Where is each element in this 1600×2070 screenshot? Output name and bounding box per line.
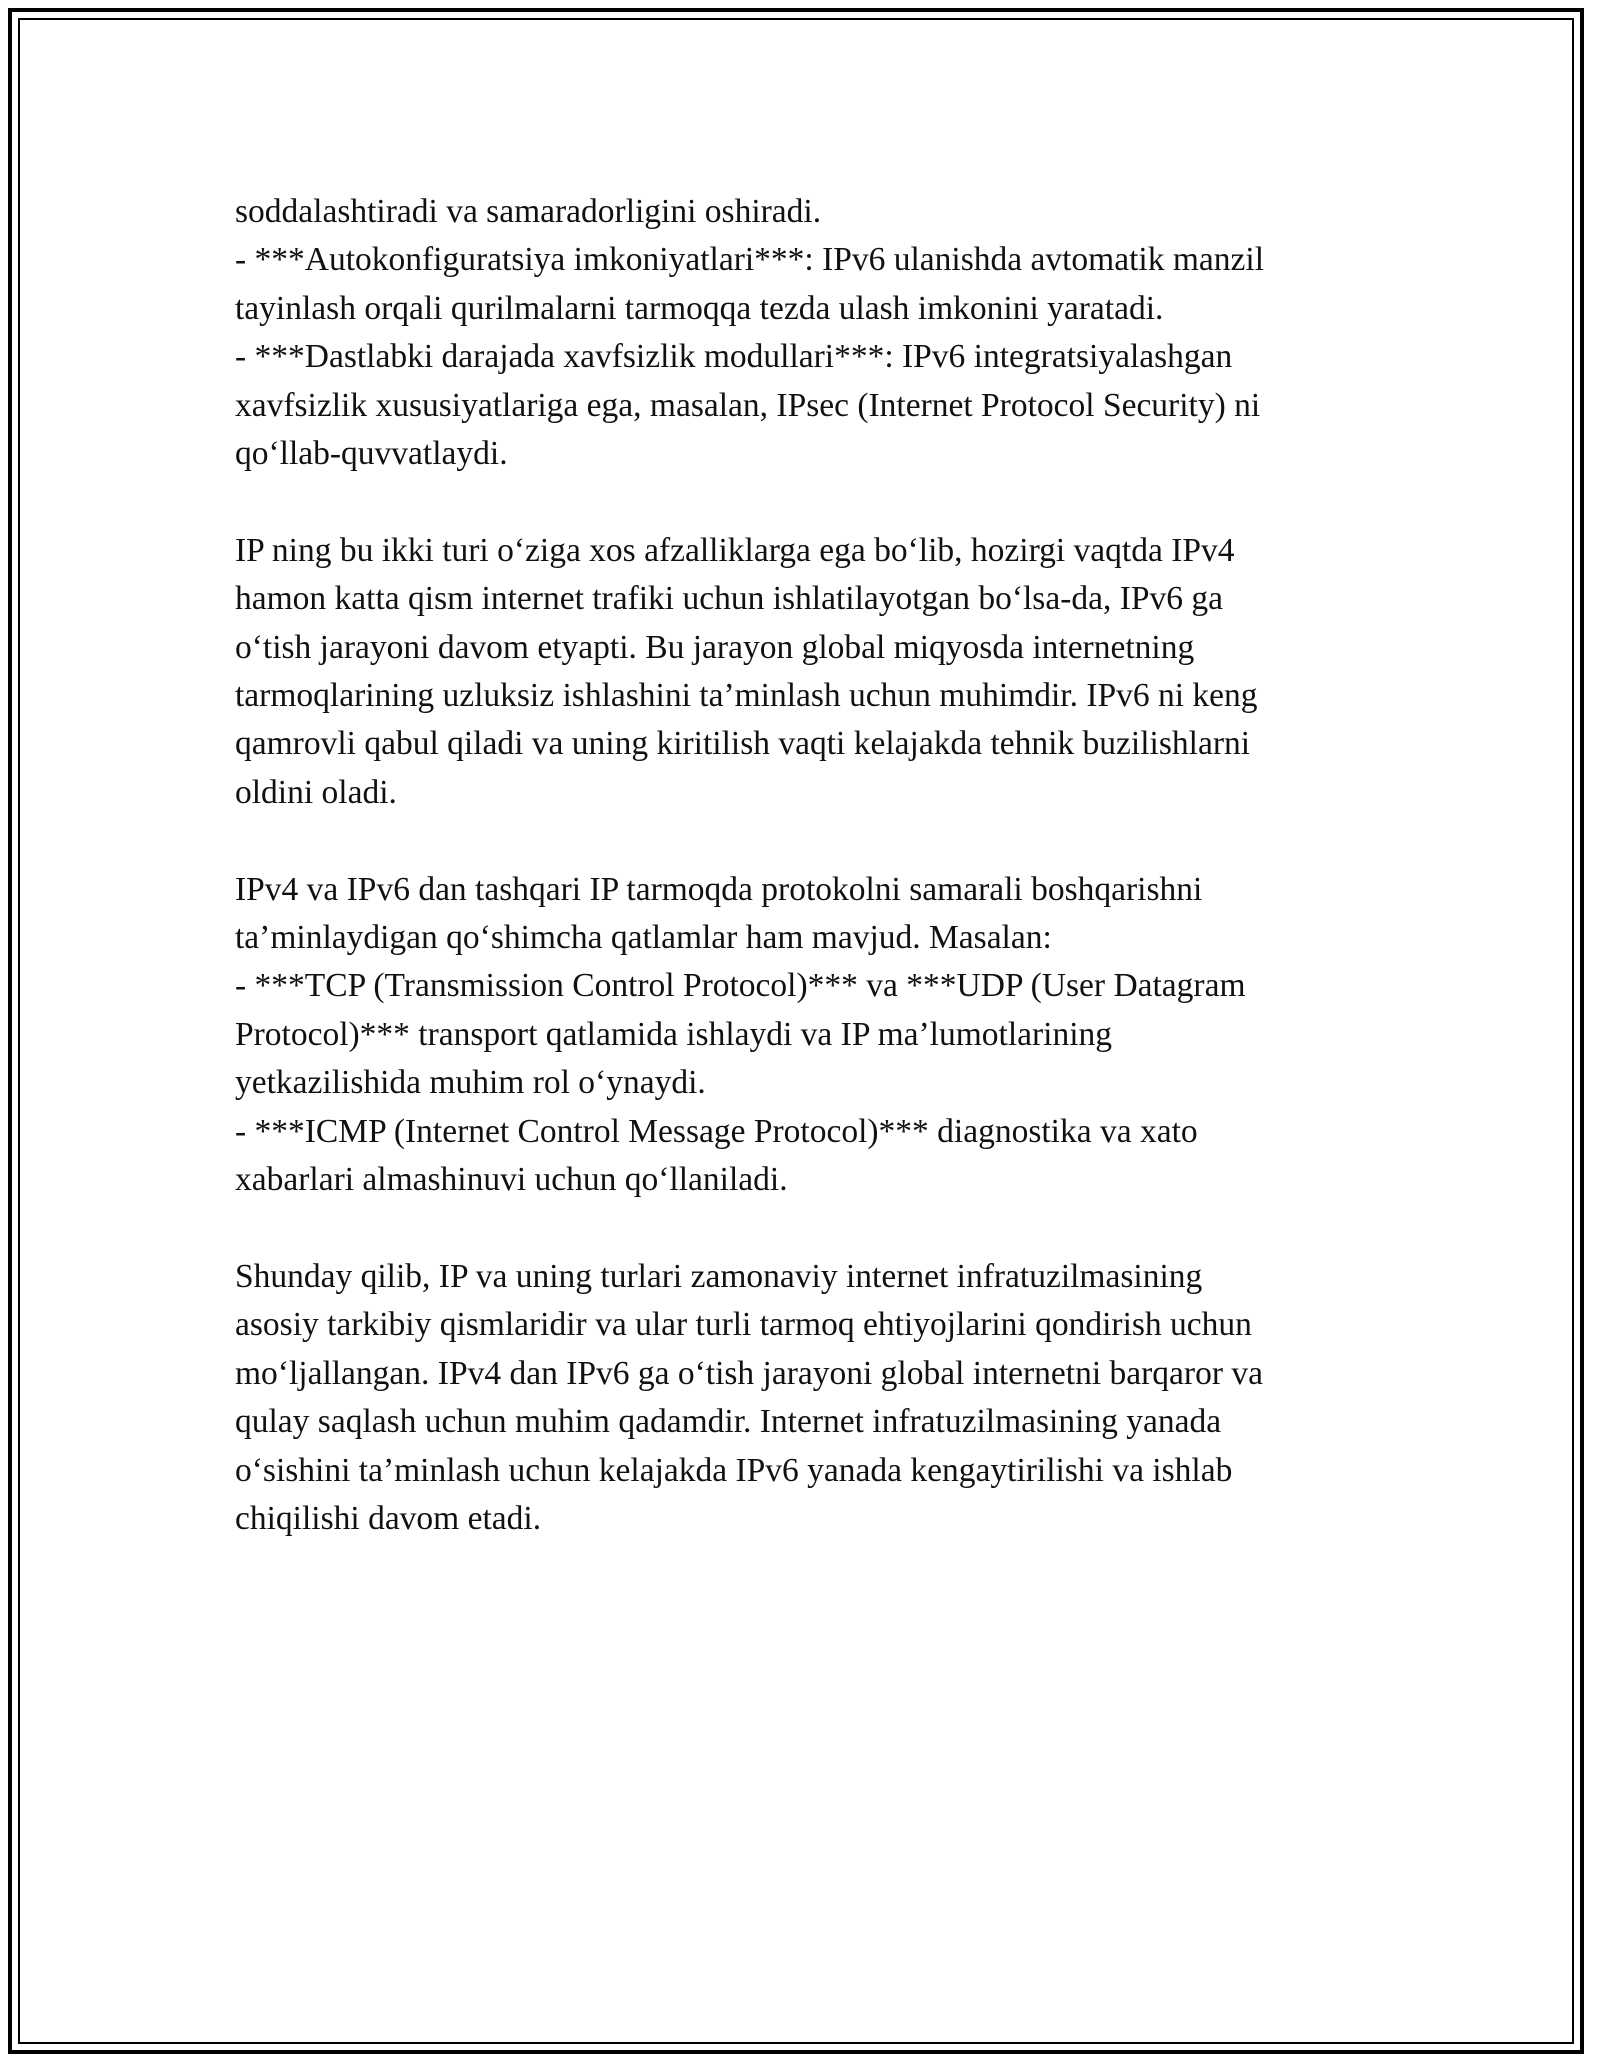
text-line: Shunday qilib, IP va uning turlari zamonaviy internet infratuzilmasining bbox=[235, 1257, 1203, 1295]
text-line: hamon katta qism internet trafiki uchun ishlatilayotgan bo‘lsa-da, IPv6 ga bbox=[235, 580, 1224, 618]
document-body bbox=[235, 188, 1385, 1592]
paragraph-conclusion bbox=[235, 1253, 1385, 1543]
text-line: oldini oladi. bbox=[235, 773, 397, 811]
text-line: IPv4 va IPv6 dan tashqari IP tarmoqda protokolni samarali boshqarishni bbox=[235, 870, 1203, 908]
text-line: qo‘llab-quvvatlaydi. bbox=[235, 435, 508, 473]
text-line: mo‘ljallangan. IPv4 dan IPv6 ga o‘tish jarayoni global internetni barqaror va bbox=[235, 1354, 1263, 1392]
text-line: soddalashtiradi va samaradorligini oshiradi. bbox=[235, 193, 822, 230]
text-line: qamrovli qabul qiladi va uning kiritilish vaqti kelajakda tehnik buzilishlarni bbox=[235, 725, 1251, 763]
text-line: xavfsizlik xususiyatlariga ega, masalan, IPsec (Internet Protocol Security) ni bbox=[235, 386, 1261, 424]
text-line: o‘sishini ta’minlash uchun kelajakda IPv6 yanada kengaytirilishi va ishlab bbox=[235, 1451, 1233, 1489]
text-line: IP ning bu ikki turi o‘ziga xos afzalliklarga ega bo‘lib, hozirgi vaqtda IPv4 bbox=[235, 531, 1235, 569]
text-line: - ***ICMP (Internet Control Message Protocol)*** diagnostika va xato bbox=[235, 1112, 1198, 1150]
paragraph-ipv6-features bbox=[235, 188, 1385, 478]
text-line: ta’minlaydigan qo‘shimcha qatlamlar ham mavjud. Masalan: bbox=[235, 919, 1052, 957]
text-line: chiqilishi davom etadi. bbox=[235, 1499, 542, 1537]
text-line: - ***Dastlabki darajada xavfsizlik modullari***: IPv6 integratsiyalashgan bbox=[235, 338, 1233, 376]
text-line: - ***Autokonfiguratsiya imkoniyatlari***: IPv6 ulanishda avtomatik manzil bbox=[235, 241, 1265, 279]
text-line: tarmoqlarining uzluksiz ishlashini ta’minlash uchun muhimdir. IPv6 ni keng bbox=[235, 677, 1258, 715]
text-line: - ***TCP (Transmission Control Protocol)*** va ***UDP (User Datagram bbox=[235, 967, 1246, 1005]
text-line: Protocol)*** transport qatlamida ishlaydi va IP ma’lumotlarining bbox=[235, 1015, 1113, 1053]
paragraph-ip-types bbox=[235, 527, 1385, 817]
text-line: tayinlash orqali qurilmalarni tarmoqqa tezda ulash imkonini yaratadi. bbox=[235, 289, 1164, 327]
text-line: xabarlari almashinuvi uchun qo‘llaniladi. bbox=[235, 1161, 788, 1199]
text-line: yetkazilishida muhim rol o‘ynaydi. bbox=[235, 1064, 706, 1102]
text-line: asosiy tarkibiy qismlaridir va ular turli tarmoq ehtiyojlarini qondirish uchun bbox=[235, 1306, 1252, 1344]
paragraph-additional-layers bbox=[235, 866, 1385, 1205]
text-line: o‘tish jarayoni davom etyapti. Bu jarayon global miqyosda internetning bbox=[235, 628, 1195, 666]
text-line: qulay saqlash uchun muhim qadamdir. Internet infratuzilmasining yanada bbox=[235, 1403, 1222, 1441]
